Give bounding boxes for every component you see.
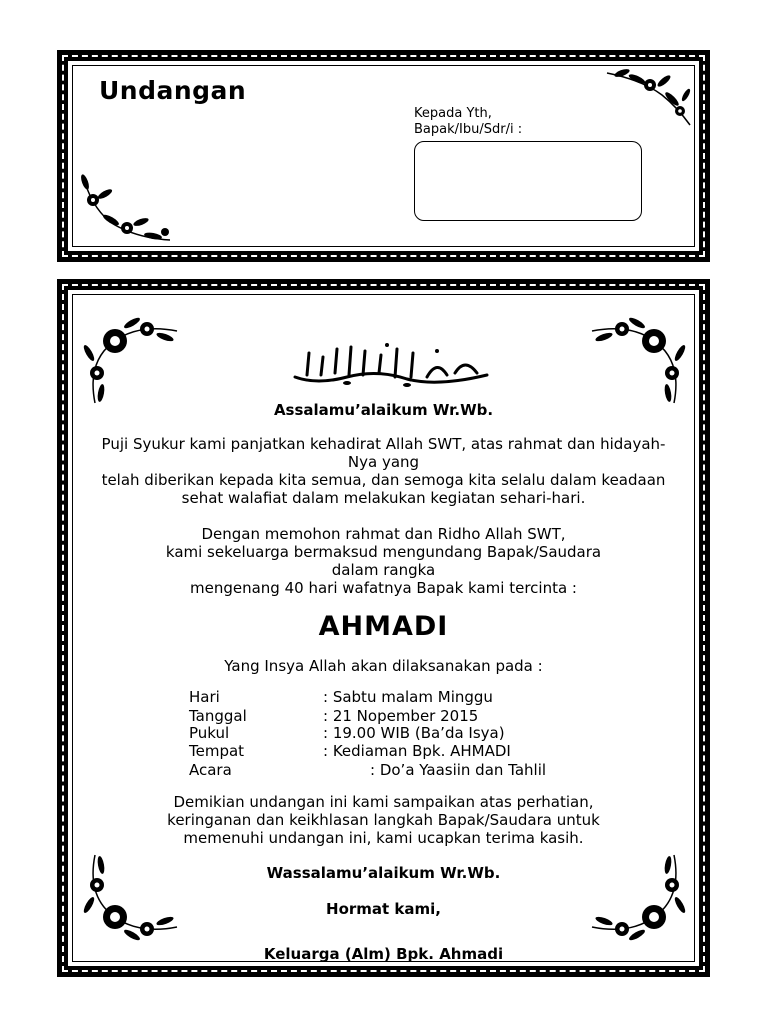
detail-label: Tempat xyxy=(189,742,245,760)
envelope-title: Undangan xyxy=(99,76,247,105)
paragraph-2-line-2: kami sekeluarga bermaksud mengundang Bapak/Saudara xyxy=(165,543,602,561)
detail-label: Pukul xyxy=(189,724,230,742)
detail-value: : 19.00 WIB (Ba’da Isya) xyxy=(323,724,505,742)
regards: Hormat kami, xyxy=(326,900,441,918)
paragraph-2-line-3: dalam rangka xyxy=(331,561,436,579)
bismillah-calligraphy-icon xyxy=(287,339,497,389)
recipient-line-2: Bapak/Ibu/Sdr/i : xyxy=(414,122,523,137)
floral-corner-top-right-icon xyxy=(602,65,697,130)
event-intro: Yang Insya Allah akan dilaksanakan pada : xyxy=(224,657,543,675)
detail-label: Hari xyxy=(189,688,220,706)
detail-value: : Sabtu malam Minggu xyxy=(323,688,493,706)
paragraph-1-line-2: Nya yang xyxy=(347,453,420,471)
paragraph-1-line-1: Puji Syukur kami panjatkan kehadirat Allah SWT, atas rahmat dan hidayah- xyxy=(101,435,666,453)
closing-line-2: keringanan dan keikhlasan langkah Bapak/Saudara untuk xyxy=(167,811,600,829)
greeting: Assalamu’alaikum Wr.Wb. xyxy=(273,401,494,419)
floral-corner-top-right-icon xyxy=(582,303,692,413)
address-box xyxy=(414,141,642,221)
recipient-label xyxy=(414,106,522,138)
floral-corner-bottom-left-icon xyxy=(75,170,175,246)
paragraph-2-line-4: mengenang 40 hari wafatnya Bapak kami tercinta : xyxy=(190,579,577,597)
paragraph-1-line-3: telah diberikan kepada kita semua, dan semoga kita selalu dalam keadaan xyxy=(101,471,666,489)
envelope-card xyxy=(57,50,710,262)
invitation-card xyxy=(57,279,710,977)
farewell: Wassalamu’alaikum Wr.Wb. xyxy=(266,864,501,882)
signature: Keluarga (Alm) Bpk. Ahmadi xyxy=(263,945,504,963)
deceased-name: AHMADI xyxy=(318,611,449,642)
floral-corner-top-left-icon xyxy=(77,303,187,413)
detail-label: Acara xyxy=(189,761,232,779)
detail-value: : Kediaman Bpk. AHMADI xyxy=(323,742,511,760)
paragraph-1-line-4: sehat walafiat dalam melakukan kegiatan sehari-hari. xyxy=(181,489,586,507)
detail-value: : Do’a Yaasiin dan Tahlil xyxy=(370,761,547,779)
detail-label: Tanggal xyxy=(189,707,247,725)
paragraph-2-line-1: Dengan memohon rahmat dan Ridho Allah SWT, xyxy=(201,525,566,543)
closing-line-3: memenuhi undangan ini, kami ucapkan terima kasih. xyxy=(183,829,584,847)
closing-line-1: Demikian undangan ini kami sampaikan atas perhatian, xyxy=(173,793,594,811)
recipient-line-1: Kepada Yth, xyxy=(414,106,492,121)
detail-value: : 21 Nopember 2015 xyxy=(323,707,479,725)
